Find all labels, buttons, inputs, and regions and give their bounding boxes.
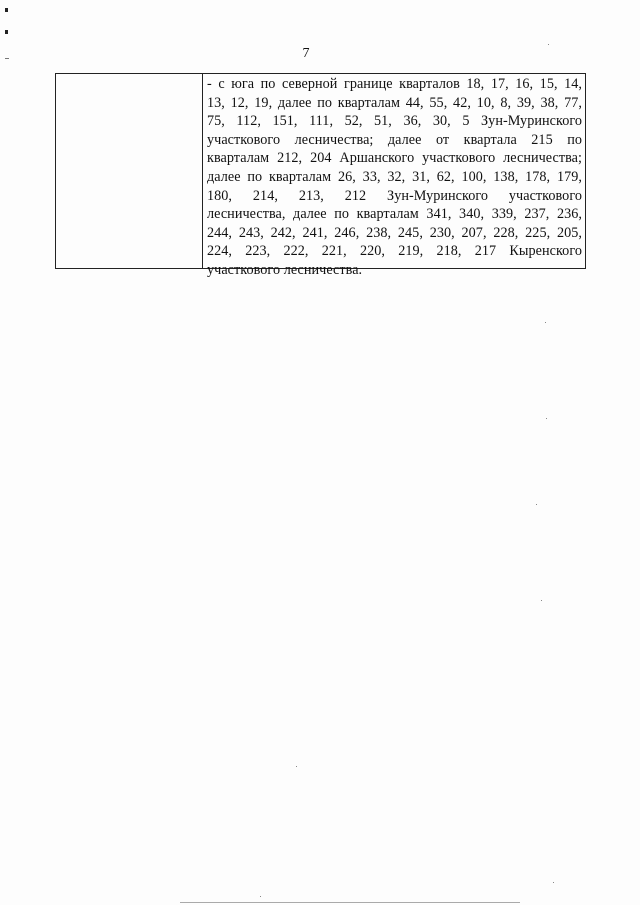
boundary-table: [55, 73, 586, 278]
text-line: 13, 12, 19, далее по кварталам 44, 55, 42, 10, 8, 39, 38, 77,: [207, 94, 582, 111]
page-number: 7: [302, 46, 310, 61]
scan-speck: [541, 600, 542, 601]
boundary-description: [207, 75, 582, 280]
text-line: кварталам 212, 204 Аршанского участкового лесничества;: [207, 150, 582, 167]
scan-speck: [546, 418, 547, 419]
text-line: далее по кварталам 26, 33, 32, 31, 62, 100, 138, 178, 179,: [207, 168, 582, 185]
table-cell-right: [203, 74, 585, 278]
scan-speck: [536, 504, 537, 505]
text-line: участкового лесничества.: [207, 261, 363, 278]
text-line: 224, 223, 222, 221, 220, 219, 218, 217 Кыренского: [207, 243, 582, 260]
text-line: участкового лесничества; далее от квартала 215 по: [207, 131, 582, 148]
scan-speck: [296, 766, 297, 767]
text-line: - с юга по северной границе кварталов 18, 17, 16, 15, 14,: [207, 76, 582, 92]
text-line: 75, 112, 151, 111, 52, 51, 36, 30, 5 Зун-Муринского: [207, 113, 582, 130]
scan-speck: [553, 882, 554, 883]
margin-mark: [5, 30, 8, 34]
scan-speck: [548, 44, 549, 45]
scan-speck: [545, 322, 546, 323]
text-line: лесничества, далее по кварталам 341, 340, 339, 237, 236,: [207, 206, 582, 223]
table-cell-left: [56, 74, 203, 268]
text-line: 180, 214, 213, 212 Зун-Муринского участкового: [207, 187, 582, 204]
margin-mark: [5, 8, 8, 12]
text-line: 244, 243, 242, 241, 246, 238, 245, 230, 207, 228, 225, 205,: [207, 224, 582, 241]
scan-speck: [260, 896, 261, 897]
scan-edge-line: [180, 902, 520, 903]
